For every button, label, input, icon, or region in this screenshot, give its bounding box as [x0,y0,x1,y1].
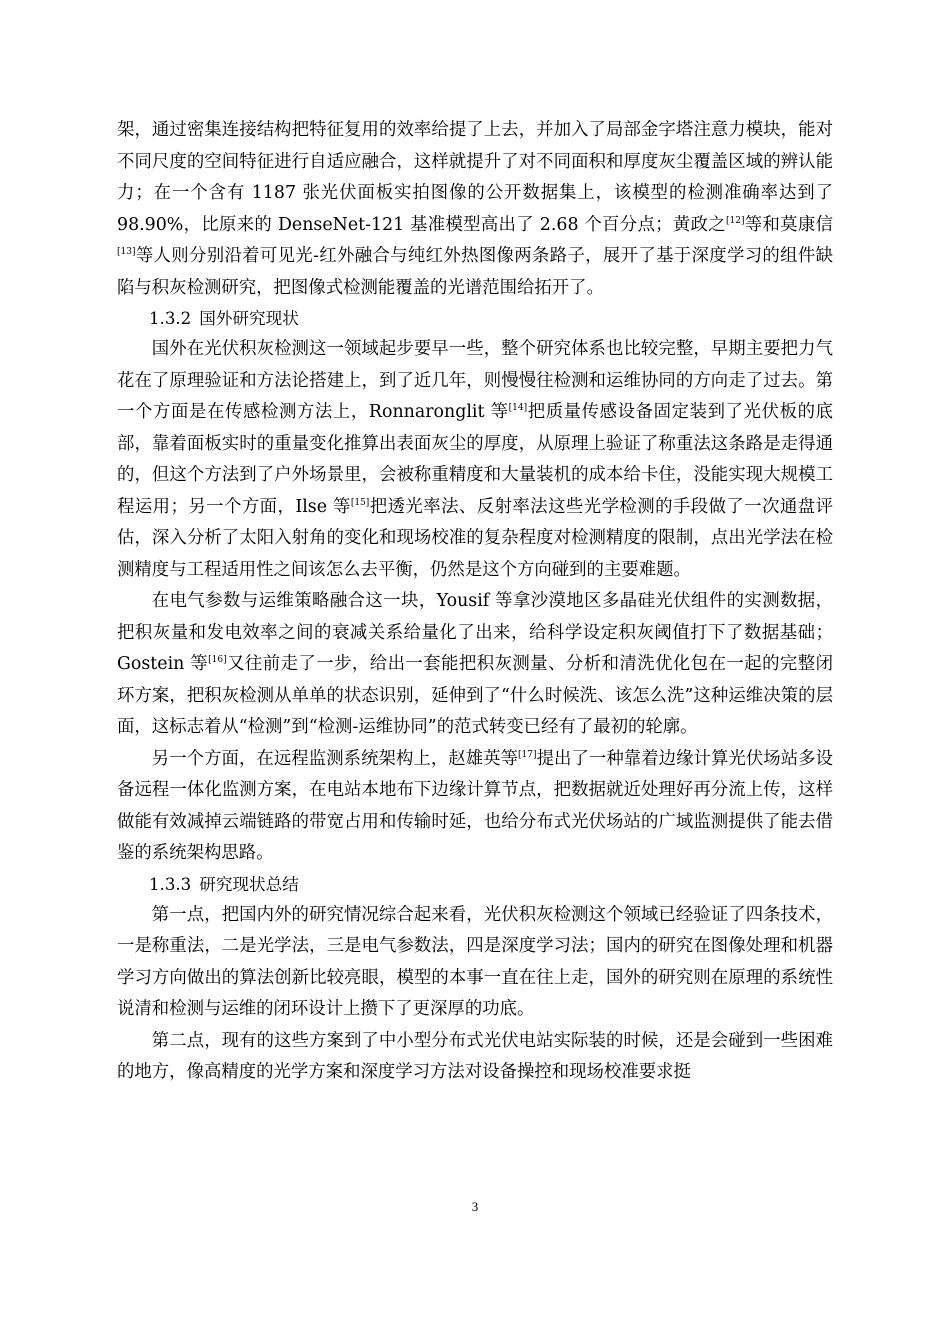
text-run: 等人则分别沿着可见光-红外融合与纯红外热图像两条路子，展开了基于深度学习的组件缺陷与积灰检测研究，把图像式检测能覆盖的光谱范围给拓开了。 [117,246,833,298]
text-run: 另一个方面，在远程监测系统架构上，赵雄英等 [151,748,519,769]
citation-14: [14] [508,403,528,413]
citation-16: [16] [208,655,227,665]
text-run: 提出了一种靠着边缘计算光伏场站多设备远程一体化监测方案，在电站本地布下边缘计算节点，把数据就近处理好再分流上传，这样做能有效减掉云端链路的带宽占用和传输时延，也给分布式光伏场站的广域监测提供了能去借鉴的系统架构思路。 [117,748,833,863]
paragraph-foreign-methods [117,334,833,586]
page-body [117,115,833,1089]
text-run: 在电气参数与运维策略融合这一块，Yousif 等拿沙漠地区多晶硅光伏组件的实测数据，把积灰量和发电效率之间的衰减关系给量化了出来，给科学设定积灰阈值打下了数据基础；Gostein 等 [117,591,833,674]
section-heading-1-3-3 [117,870,833,900]
text-run: 架，通过密集连接结构把特征复用的效率给提了上去，并加入了局部金字塔注意力模块，能对不同尺度的空间特征进行自适应融合，这样就提升了对不同面积和厚度灰尘覆盖区域的辨认能力；在一个含有 1187 张光伏面板实拍图像的公开数据集上，该模型的检测准确率达到了 98.90%，比原来的 DenseNet-121 基准模型高出了 2.68 个百分点；黄政之 [117,120,833,235]
text-run: 等和莫康信 [744,214,833,235]
section-number: 1.3.2 [149,309,192,328]
section-title: 国外研究现状 [199,309,299,328]
section-heading-1-3-2 [117,304,833,334]
text-run: 第二点，现有的这些方案到了中小型分布式光伏电站实际装的时候，还是会碰到一些困难的地方，像高精度的光学方案和深度学习方法对设备操控和现场校准要求挺 [117,1030,833,1082]
text-run: 把透光率法、反射率法这些光学检测的手段做了一次通盘评估，深入分析了太阳入射角的变化和现场校准的复杂程度对检测精度的限制，点出光学法在检测精度与工程适用性之间该怎么去平衡，仍然是这个方向碰到的主要难题。 [117,496,833,580]
paragraph-summary-second [117,1026,833,1089]
citation-15: [15] [350,497,370,508]
citation-17: [17] [518,749,537,760]
paragraph-continuation [117,115,833,304]
text-run: 第一点，把国内外的研究情况综合起来看，光伏积灰检测这个领域已经验证了四条技术，一是称重法，二是光学法，三是电气参数法，四是深度学习法；国内的研究在图像处理和机器学习方向做出的算法创新比较亮眼，模型的本事一直在往上走，国外的研究则在原理的系统性说清和检测与运维的闭环设计上攒下了更深厚的功底。 [117,904,833,1019]
text-run: 国外在光伏积灰检测这一领域起步要早一些，整个研究体系也比较完整，早期主要把力气花在了原理验证和方法论搭建上，到了近几年，则慢慢往检测和运维协同的方向走了过去。第一个方面是在传感检测方法上，Ronnaronglit 等 [117,339,833,422]
paragraph-electrical-ops [117,586,833,744]
section-title: 研究现状总结 [199,874,299,894]
text-run: 又往前走了一步，给出一套能把积灰测量、分析和清洗优化包在一起的完整闭环方案，把积灰检测从单单的状态识别，延伸到了“什么时候洗、该怎么洗”这种运维决策的层面，这标志着从“检测”到“检测-运维协同”的范式转变已经有了最初的轮廓。 [117,654,833,737]
citation-13: [13] [117,247,136,257]
page-number: 3 [471,1199,479,1214]
section-number: 1.3.3 [149,874,192,894]
paragraph-summary-first [117,900,833,1026]
paragraph-remote-monitoring [117,744,833,870]
text-run: 把质量传感设备固定装到了光伏板的底部，靠着面板实时的重量变化推算出表面灰尘的厚度，从原理上验证了称重法这条路是走得通的，但这个方法到了户外场景里，会被称重精度和大量装机的成本给卡住，没能实现大规模工程运用；另一个方面，Ilse 等 [117,402,833,517]
citation-12: [12] [725,215,745,226]
